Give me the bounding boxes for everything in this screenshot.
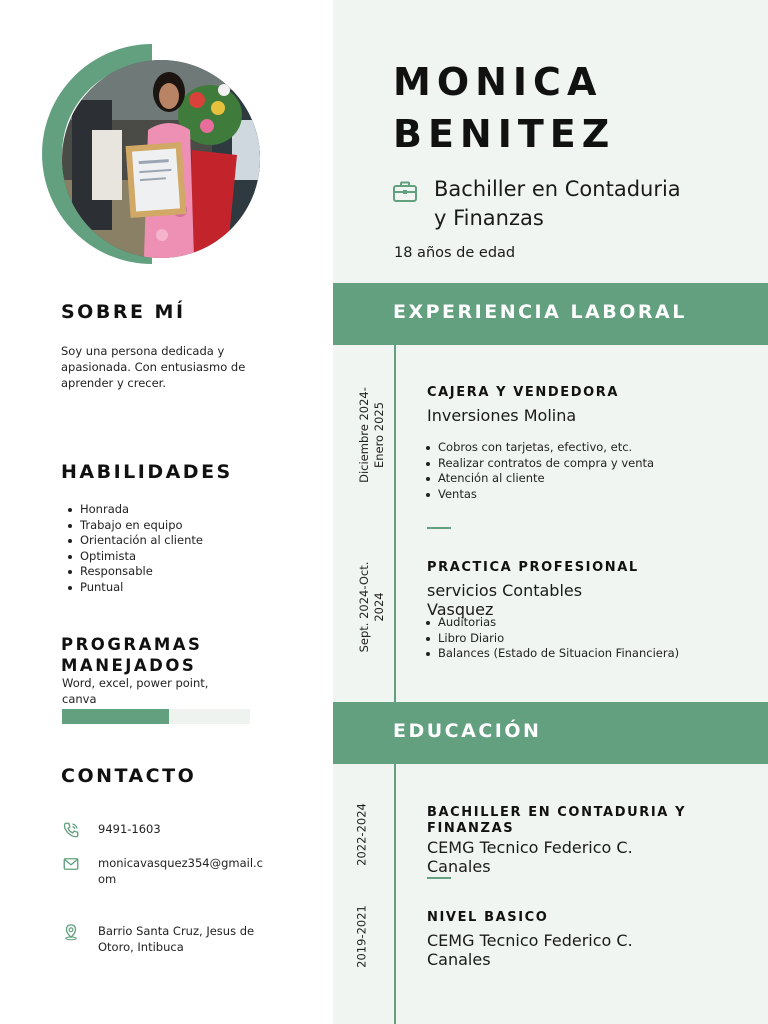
role-title: Bachiller en Contaduria y Finanzas bbox=[434, 177, 681, 230]
about-title: SOBRE MÍ bbox=[61, 301, 186, 323]
skill-item: Orientación al cliente bbox=[62, 533, 282, 549]
photo-image bbox=[62, 60, 260, 258]
location-pin-icon bbox=[62, 923, 80, 941]
job-title: PRACTICA PROFESIONAL bbox=[427, 560, 639, 575]
education-degree: NIVEL BASICO bbox=[427, 910, 549, 925]
job-task: Cobros con tarjetas, efectivo, etc. bbox=[420, 440, 750, 456]
address-text: Barrio Santa Cruz, Jesus de Otoro, Intibuca bbox=[98, 924, 255, 954]
skill-item: Puntual bbox=[62, 580, 282, 596]
job-task: Libro Diario bbox=[420, 631, 750, 647]
phone-text: 9491-1603 bbox=[98, 822, 161, 836]
email-text: monicavasquez354@gmail.com bbox=[98, 856, 264, 886]
experience-title: EXPERIENCIA LABORAL bbox=[393, 301, 687, 323]
skill-item: Optimista bbox=[62, 549, 282, 565]
experience-header bbox=[333, 283, 768, 345]
profile-photo bbox=[42, 44, 262, 264]
job-task: Atención al cliente bbox=[420, 471, 750, 487]
experience-timeline-line bbox=[394, 345, 396, 702]
last-name: BENITEZ bbox=[393, 112, 616, 156]
left-column bbox=[0, 0, 333, 1024]
job-task: Ventas bbox=[420, 487, 750, 503]
age-text: 18 años de edad bbox=[394, 245, 516, 261]
first-name: MONICA bbox=[393, 60, 603, 104]
job-task: Balances (Estado de Situacion Financiera) bbox=[420, 646, 750, 662]
job-company: Inversiones Molina bbox=[427, 406, 577, 425]
mail-icon bbox=[62, 855, 80, 873]
job-tasks bbox=[420, 615, 750, 662]
phone-icon bbox=[62, 821, 80, 839]
skills-title: HABILIDADES bbox=[61, 461, 233, 483]
programs-skill-bar bbox=[62, 709, 250, 724]
education-school: CEMG Tecnico Federico C. Canales bbox=[427, 838, 633, 876]
education-header bbox=[333, 702, 768, 764]
about-text: Soy una persona dedicada y apasionada. Con entusiasmo de aprender y crecer. bbox=[61, 344, 246, 390]
education-years: 2022-2024 bbox=[354, 803, 369, 866]
section-divider bbox=[427, 527, 451, 529]
full-name bbox=[393, 56, 615, 160]
programs-text: Word, excel, power point, canva bbox=[62, 676, 209, 706]
briefcase-icon bbox=[392, 180, 418, 204]
job-date: Diciembre 2024- Enero 2025 bbox=[357, 387, 386, 483]
programs-skill-bar-fill bbox=[62, 709, 169, 724]
job-tasks bbox=[420, 440, 750, 502]
contact-title: CONTACTO bbox=[61, 765, 197, 787]
skill-item: Honrada bbox=[62, 502, 282, 518]
skill-item: Trabajo en equipo bbox=[62, 518, 282, 534]
skill-item: Responsable bbox=[62, 564, 282, 580]
programs-title: PROGRAMAS MANEJADOS bbox=[61, 635, 203, 675]
education-school: CEMG Tecnico Federico C. Canales bbox=[427, 931, 633, 969]
job-title: CAJERA Y VENDEDORA bbox=[427, 385, 620, 400]
education-years: 2019-2021 bbox=[354, 905, 369, 968]
job-task: Auditorias bbox=[420, 615, 750, 631]
education-degree: BACHILLER EN CONTADURIA Y FINANZAS bbox=[427, 805, 687, 836]
education-timeline-line bbox=[394, 764, 396, 1024]
section-divider bbox=[427, 877, 451, 879]
skills-list bbox=[62, 502, 282, 596]
education-title: EDUCACIÓN bbox=[393, 720, 542, 742]
job-company: servicios Contables Vasquez bbox=[427, 581, 583, 619]
job-date: Sept. 2024-Oct. 2024 bbox=[357, 561, 386, 653]
job-task: Realizar contratos de compra y venta bbox=[420, 456, 750, 472]
